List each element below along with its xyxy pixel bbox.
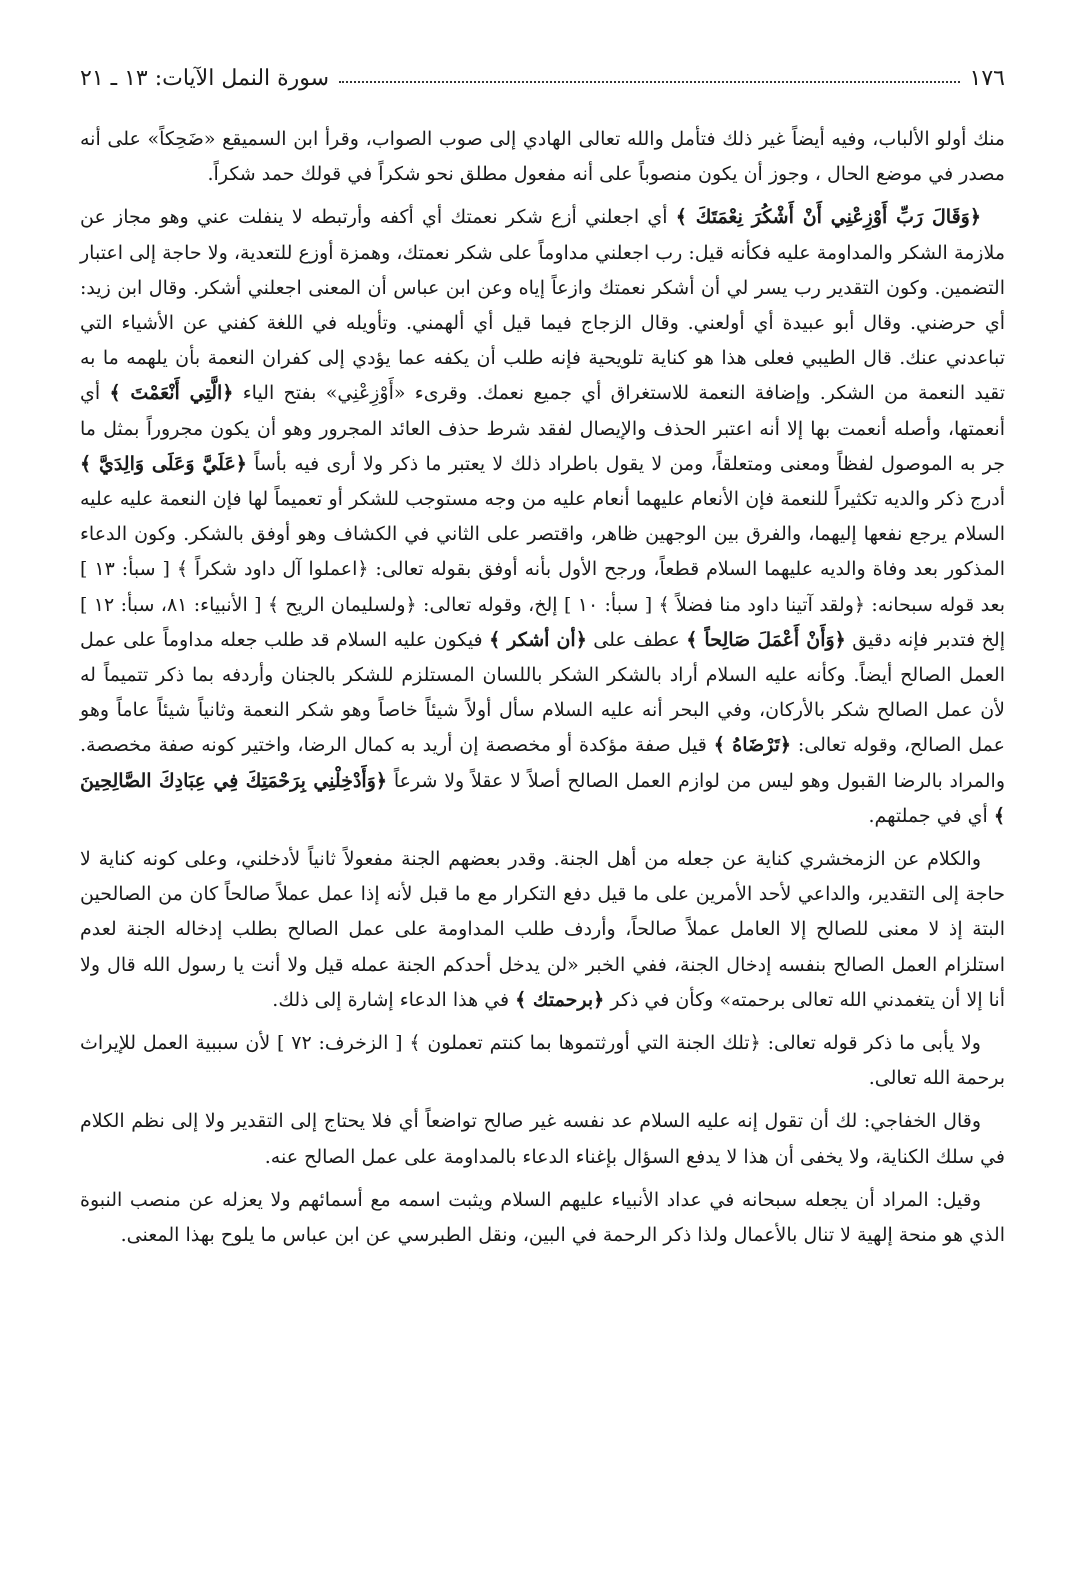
page-number: ١٧٦: [969, 65, 1005, 91]
header-dotted-leader: [339, 81, 959, 83]
commentary-text: منك أولو الألباب، وفيه أيضاً غير ذلك فتأمل والله تعالى الهادي إلى صوب الصواب، وقرأ ابن السميقع «ضَحِكاً» على أنه مصدر في موضع الحال ، وجوز أن يكون منصوباً على أنه مفعول مطلق نحو شكراً في قولك حمد شكراً.: [80, 128, 1005, 186]
paragraph: [80, 200, 1005, 834]
running-title: سورة النمل الآيات: ١٣ ـ ٢١: [80, 65, 330, 91]
body-text: [80, 122, 1005, 1261]
commentary-text: وقال الخفاجي: لك أن تقول إنه عليه السلام عد نفسه غير صالح تواضعاً أي فلا يحتاج إلى التقدير ولا إلى نظم الكلام في سلك الكناية، ولا يخفى أن هذا لا يدفع السؤال بإغناء الدعاء بالمداومة على عمل الصالح عنه.: [80, 1110, 1005, 1168]
quran-quote: ﴿الَّتِي أَنْعَمْتَ ﴾: [109, 382, 234, 405]
commentary-text: وقيل: المراد أن يجعله سبحانه في عداد الأنبياء عليهم السلام ويثبت اسمه مع أسمائهم ولا يعزله عن منصب النبوة الذي هو منحة إلهية لا تنال بالأعمال ولذا ذكر الرحمة في البين، ونقل الطبرسي عن ابن عباس ما يلوح بهذا المعنى.: [80, 1188, 1005, 1247]
commentary-text: والكلام عن الزمخشري كناية عن جعله من أهل الجنة. وقدر بعضهم الجنة مفعولاً ثانياً لأدخلني، وعلى كونه كناية لا حاجة إلى التقدير، والداعي لأحد الأمرين على ما قيل دفع التكرار مع ما قبل لأنه إذا عمل عملاً صالحاً كان من الصالحين البتة إذ لا معنى للصالح إلا العامل عملاً صالحاً، وأردف طلب المداومة على عمل الصالح بطلب إدخاله الجنة لعدم استلزام العمل الصالح بنفسه إدخال الجنة، ففي الخبر «لن يدخل أحدكم الجنة عمله قيل ولا أنت يا رسول الله قال ولا أنا إلا أن يتغمدني الله تعالى برحمته» وكأن في ذكر: [80, 848, 1005, 1011]
commentary-text: فيكون عليه السلام قد طلب جعله مداوماً على عمل العمل الصالح أيضاً. وكأنه عليه السلام أراد بالشكر الشكر باللسان المستلزم للشكر بالجنان وأردفه بما ذكر تتميماً له لأن عمل الصالح شكر بالأركان، وفي البحر أنه عليه السلام سأل أولاً شيئاً خاصاً وهو شكر النعمة وثانياً شيئاً عاماً وهو عمل الصالح، وقوله تعالى:: [80, 628, 1005, 757]
commentary-text: في هذا الدعاء إشارة إلى ذلك.: [272, 988, 516, 1011]
quran-quote: ﴿عَلَيَّ وَعَلَى وَالِدَيَّ ﴾: [80, 452, 247, 475]
paragraph: [80, 842, 1005, 1018]
commentary-text: أي في جملتهم.: [868, 804, 994, 827]
commentary-text: أي اجعلني أزع شكر نعمتك أي أكفه وأرتبطه لا ينفلت عني وهو مجاز عن ملازمة الشكر والمداومة عليه فكأنه قيل: رب اجعلني مداوماً على شكر نعمتك، وهمزة أوزع للتعدية، ولا حاجة إلى اعتبار التضمين. وكون التقدير رب يسر لي أن أشكر نعمتك وازعاً إياه وعن ابن عباس أن المعنى اجعلني أشكر. وقال ابن زيد: أي حرضني. وقال أبو عبيدة أي أولعني. وقال الزجاج فيما قيل أي ألهمني. وتأويله في اللغة كفني عن الأشياء التي تباعدني عنك. قال الطيبي فعلى هذا هو كناية تلويحية فإنه طلب أن يكفه عما يؤدي إلى كفران النعمة بأن يلهمه ما به تقيد النعمة من الشكر. وإضافة النعمة للاستغراق أي جميع نعمك. وقرىء «أَوْزِعْنِي» بفتح الياء: [80, 206, 1005, 405]
commentary-text: أدرج ذكر والديه تكثيراً للنعمة فإن الأنعام عليهما أنعام عليه من وجه مستوجب للشكر أو تعميماً لها فإن النعمة عليه عليه السلام يرجع نفعها إليهما، والفرق بين الوجهين ظاهر، واقتصر على الثاني في الكشاف وهو أوفق بالشكر. وكون الدعاء المذكور بعد وفاة والديه عليهما السلام قطعاً، ورجح الأول بأنه أوفق بقوله تعالى: ﴿اعملوا آل داود شكراً ﴾ [ سبأ: ١٣ ] بعد قوله سبحانه: ﴿ولقد آتينا داود منا فضلاً ﴾ [ سبأ: ١٠ ] إلخ، وقوله تعالى: ﴿ولسليمان الريح ﴾ [ الأنبياء: ٨١، سبأ: ١٢ ] إلخ فتدبر فإنه دقيق: [80, 488, 1006, 651]
paragraph: [80, 1026, 1005, 1096]
quran-quote: ﴿وَأَنْ أَعْمَلَ صَالِحاً ﴾: [686, 628, 846, 651]
commentary-text: عطف على: [586, 628, 687, 651]
commentary-text: أي أنعمتها، وأصله أنعمت بها إلا أنه اعتبر الحذف والإيصال لفقد شرط حذف العائد المجرور وهو أن يكون مجروراً بمثل ما جر به الموصول لفظاً ومعنى ومتعلقاً، ومن لا يقول باطراد ذلك لا يعتبر ما ذكر ولا أرى فيه بأساً: [80, 382, 1005, 475]
paragraph: [80, 1104, 1005, 1174]
paragraph: [80, 122, 1005, 192]
quran-quote: ﴿أن أشكر ﴾: [489, 628, 587, 651]
commentary-text: قيل صفة مؤكدة أو مخصصة إن أريد به كمال الرضا، واختير كونه صفة مخصصة. والمراد بالرضا القبول وهو ليس من لوازم العمل الصالح أصلاً لا عقلاً ولا شرعاً: [80, 734, 1006, 792]
paragraph: [80, 1183, 1005, 1253]
commentary-text: ولا يأبى ما ذكر قوله تعالى: ﴿تلك الجنة التي أورثتموها بما كنتم تعملون ﴾ [ الزخرف: ٧٢ ] لأن سببية العمل للإيراث برحمة الله تعالى.: [80, 1032, 1005, 1090]
quran-quote: ﴿وَقَالَ رَبِّ أَوْزِعْنِي أَنْ أَشْكُرَ نِعْمَتَكَ ﴾: [675, 206, 981, 229]
quran-quote: ﴿تَرْضَاهُ ﴾: [713, 734, 792, 757]
page-header: [80, 58, 1005, 98]
quran-quote: ﴿وَأَدْخِلْنِي بِرَحْمَتِكَ فِي عِبَادِكَ الصَّالِحِينَ ﴾: [80, 769, 1005, 827]
quran-quote: ﴿برحمتك ﴾: [515, 988, 605, 1011]
